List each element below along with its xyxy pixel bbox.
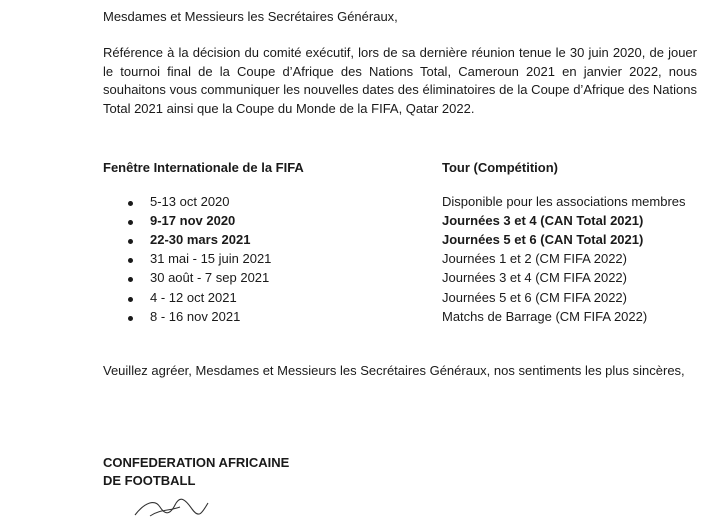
table-row-round: Journées 1 et 2 (CM FIFA 2022): [442, 251, 627, 267]
table-row-window: 30 août - 7 sep 2021: [150, 270, 270, 286]
intro-paragraph: Référence à la décision du comité exécutif, lors de sa dernière réunion tenue le 30 juin 2020, de jouer le tournoi final de la Coupe d’Afrique des Nations Total, Cameroun 2021 en janvier 2022, nous souhaitons vous communiquer les nouvelles dates des éliminatoires de la Coupe d’Afrique des Nations Total 2021 ainsi que la Coupe du Monde de la FIFA, Qatar 2022.: [103, 45, 697, 116]
table-row-window: 31 mai - 15 juin 2021: [150, 251, 272, 267]
table-row-window: 22-30 mars 2021: [150, 232, 251, 248]
table-row-round: Journées 3 et 4 (CM FIFA 2022): [442, 270, 627, 286]
signature-org-line2: DE FOOTBALL: [103, 473, 196, 488]
table-row-round: Journées 5 et 6 (CM FIFA 2022): [442, 289, 627, 305]
table-row-round: Disponible pour les associations membres: [442, 194, 686, 209]
bullet-icon: [128, 220, 133, 225]
table-row-window: 5-13 oct 2020: [150, 194, 230, 209]
table-row-round: Matchs de Barrage (CM FIFA 2022): [442, 308, 648, 324]
table-row-window: 8 - 16 nov 2021: [150, 308, 241, 324]
bullet-icon: [128, 277, 133, 282]
salutation: Mesdames et Messieurs les Secrétaires Généraux,: [103, 9, 398, 24]
table-header-window: Fenêtre Internationale de la FIFA: [103, 160, 304, 175]
table-row-round: Journées 5 et 6 (CAN Total 2021): [442, 232, 644, 248]
table-row-window: 9-17 nov 2020: [150, 213, 236, 229]
closing-paragraph: Veuillez agréer, Mesdames et Messieurs les Secrétaires Généraux, nos sentiments les plus sincères,: [103, 363, 685, 378]
signature-org-line1: CONFEDERATION AFRICAINE: [103, 455, 290, 470]
bullet-icon: [128, 316, 133, 321]
bullet-icon: [128, 239, 133, 244]
table-header-round: Tour (Compétition): [442, 160, 559, 175]
table-row-round: Journées 3 et 4 (CAN Total 2021): [442, 213, 644, 229]
bullet-icon: [128, 258, 133, 263]
bullet-icon: [128, 297, 133, 302]
bullet-icon: [128, 201, 133, 206]
table-row-window: 4 - 12 oct 2021: [150, 289, 237, 305]
handwritten-signature: [130, 497, 210, 517]
